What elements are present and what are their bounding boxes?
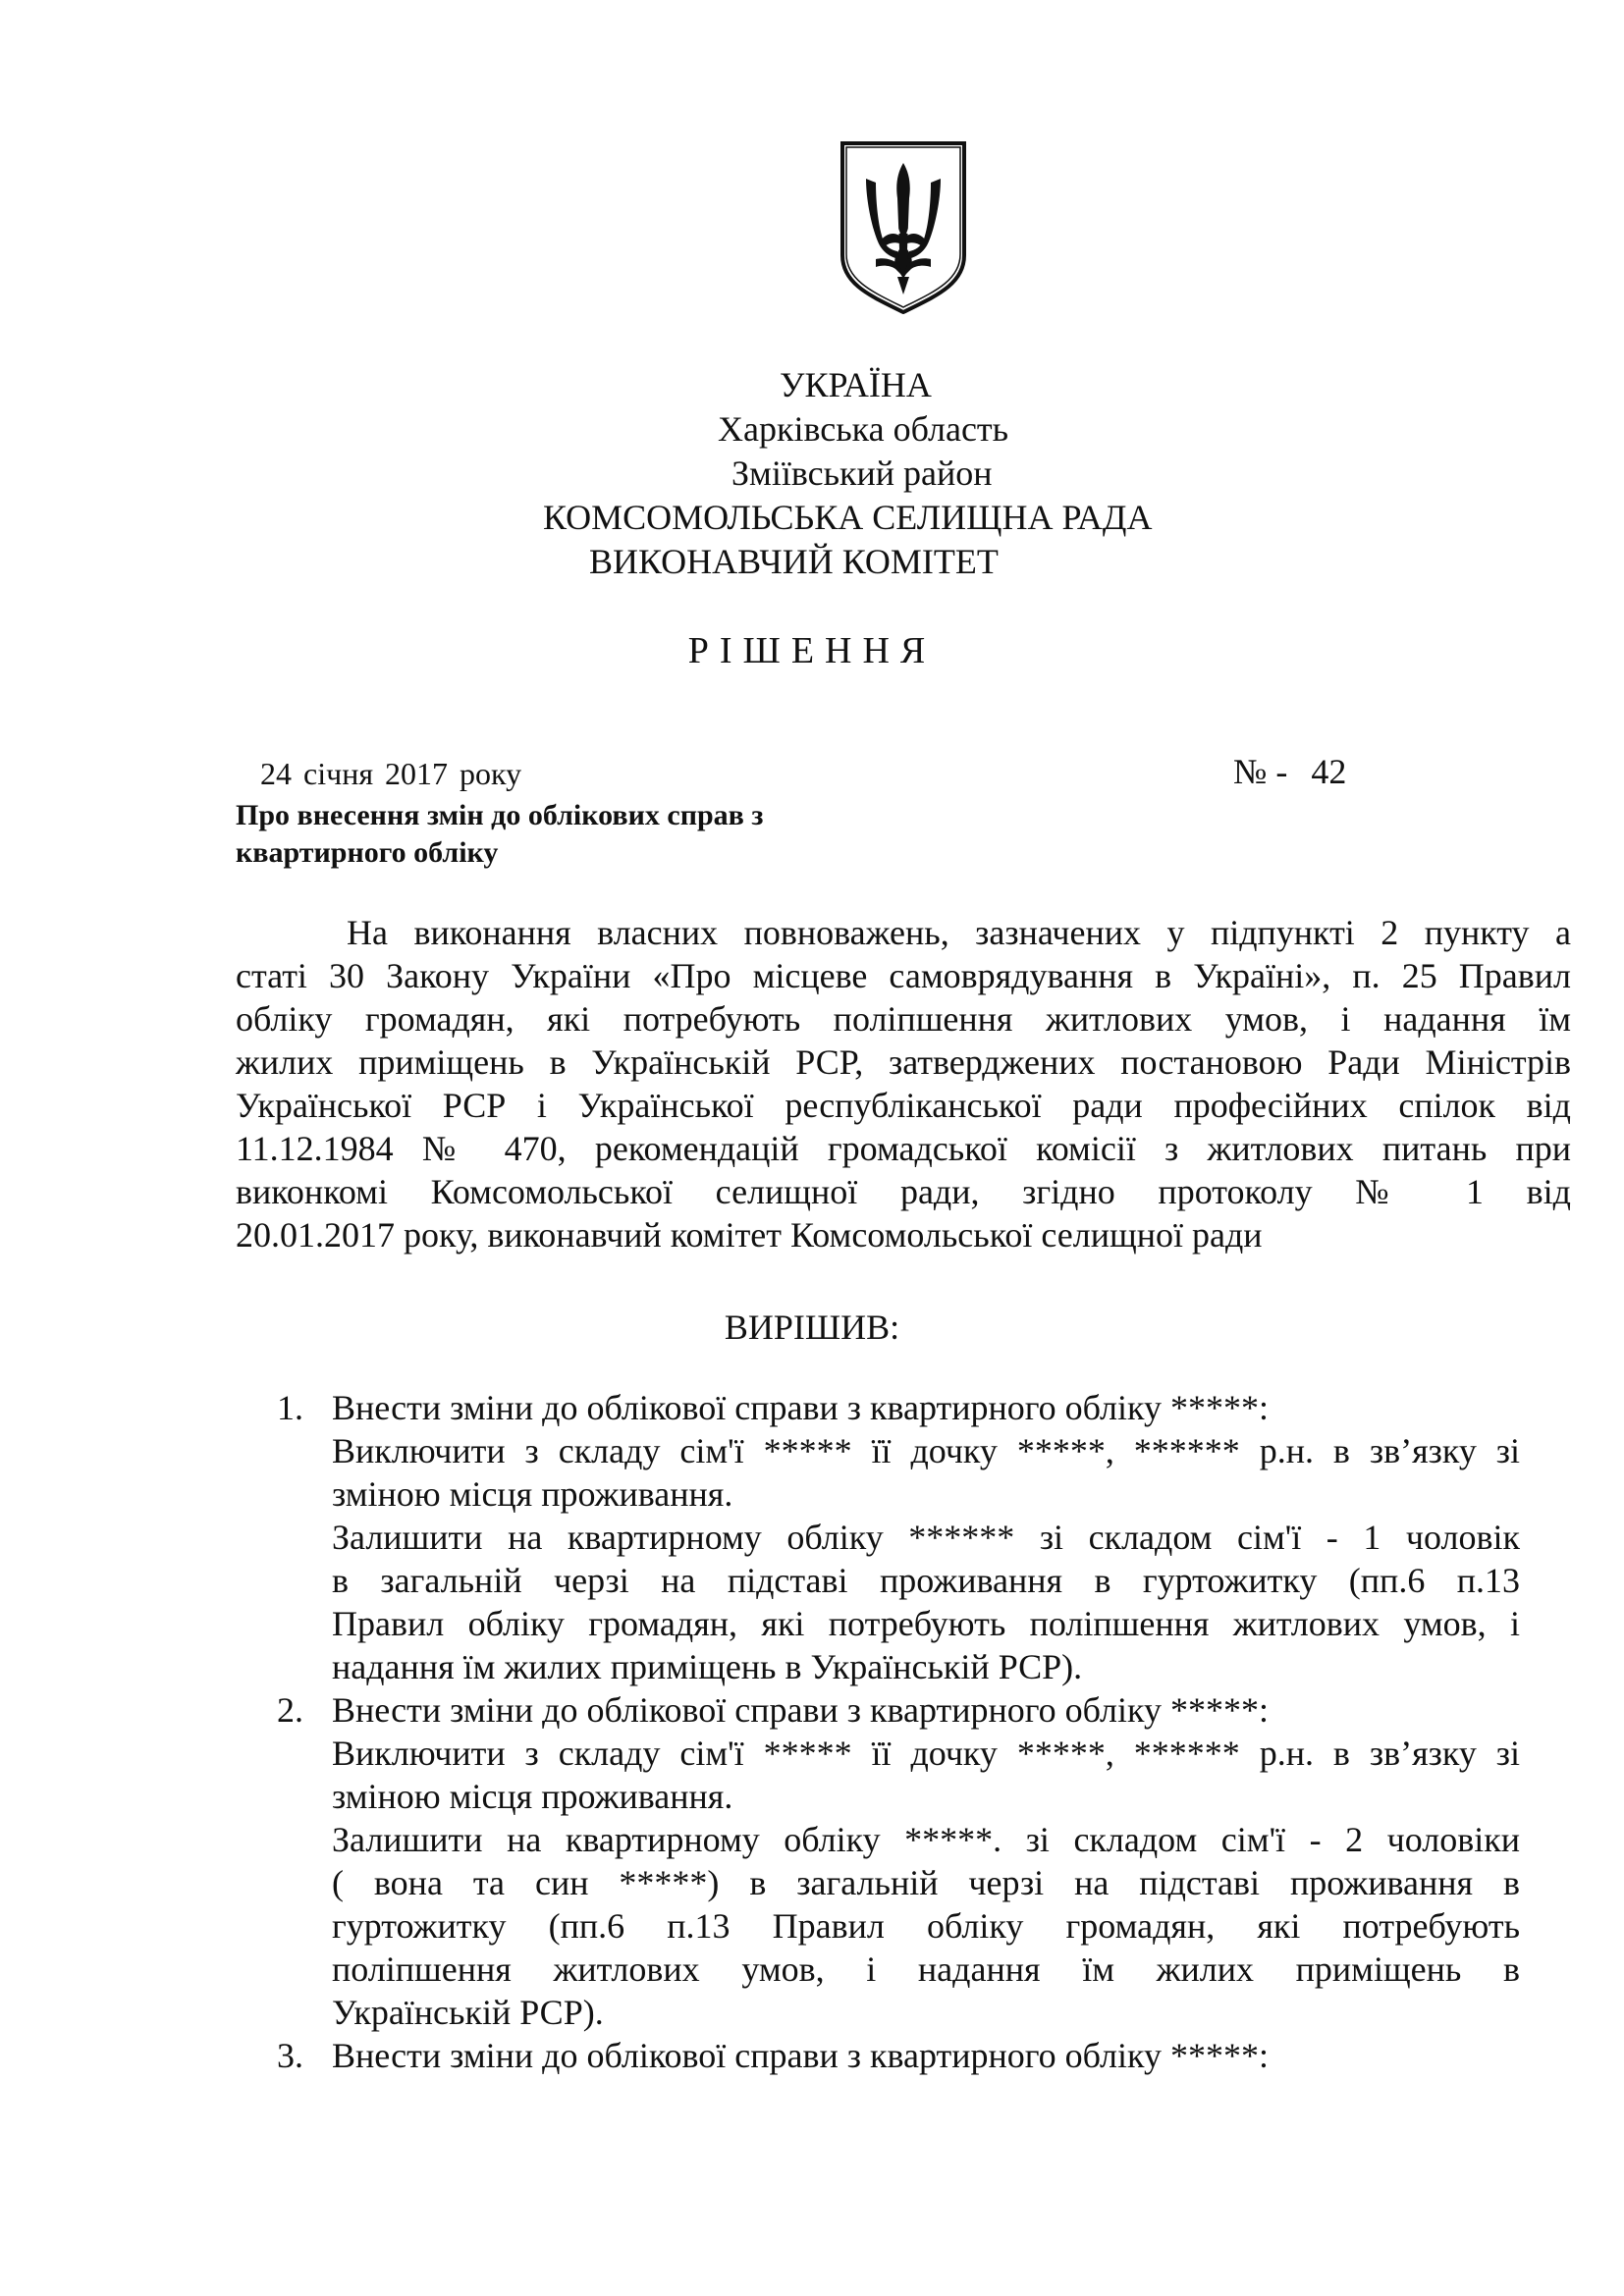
- item-line: Внести зміни до облікової справи з квартирного обліку *****:: [332, 1690, 1269, 1730]
- preamble-line: виконкомі Комсомольської селищної ради, згідно протоколу № 1 від: [236, 1172, 1571, 1211]
- item-line: ( вона та син *****) в загальній черзі на підставі проживання в: [332, 1863, 1520, 1902]
- preamble-line: Української РСР і Української республіканської ради професійних спілок від: [236, 1086, 1571, 1125]
- decision-item-3: [277, 2034, 1520, 2077]
- subject-line-2: квартирного обліку: [236, 836, 499, 869]
- preamble-line: обліку громадян, які потребують поліпшення житлових умов, і надання їм: [236, 999, 1571, 1039]
- item-line: зміною місця проживання.: [332, 1474, 733, 1514]
- item-line: зміною місця проживання.: [332, 1777, 733, 1816]
- header-district: Зміївський район: [731, 454, 993, 493]
- preamble-line: статі 30 Закону України «Про місцеве самоврядування в Україні», п. 25 Правил: [236, 956, 1571, 995]
- item-line: в загальній черзі на підставі проживання в гуртожитку (пп.6 п.13: [332, 1561, 1520, 1600]
- item-line: Виключити з складу сім'ї ***** її дочку *****, ****** р.н. в зв’язку зі: [332, 1431, 1520, 1470]
- document-date: 24 січня 2017 року: [260, 756, 522, 791]
- header-council: КОМСОМОЛЬСЬКА СЕЛИЩНА РАДА: [543, 498, 1153, 537]
- subject-line-1: Про внесення змін до облікових справ з: [236, 799, 764, 831]
- document-title: РІШЕННЯ: [687, 630, 937, 671]
- document-number: [1233, 750, 1346, 793]
- header-committee: ВИКОНАВЧИЙ КОМІТЕТ: [589, 542, 999, 581]
- item-line: гуртожитку (пп.6 п.13 Правил обліку громадян, які потребують: [332, 1906, 1520, 1946]
- item-line: Залишити на квартирному обліку *****. зі складом сім'ї - 2 чоловіки: [332, 1820, 1520, 1859]
- decided-heading: ВИРІШИВ:: [724, 1308, 900, 1347]
- item-number: 2.: [277, 1690, 303, 1730]
- item-number: 1.: [277, 1388, 303, 1427]
- preamble-line: 11.12.1984 № 470, рекомендацій громадської комісії з житлових питань при: [236, 1129, 1571, 1168]
- decision-list: [277, 1386, 1520, 2077]
- preamble-paragraph: [236, 911, 1571, 1256]
- coat-of-arms-trident-icon: [837, 139, 970, 314]
- item-line: Внести зміни до облікової справи з квартирного обліку *****:: [332, 2036, 1269, 2075]
- document-number-prefix: № -: [1233, 752, 1288, 791]
- item-line: Українській РСР).: [332, 1993, 604, 2032]
- document-subject: [236, 797, 763, 872]
- preamble-line: 20.01.2017 року, виконавчий комітет Комсомольської селищної ради: [236, 1215, 1263, 1255]
- item-line: надання їм жилих приміщень в Українській РСР).: [332, 1647, 1083, 1686]
- item-line: Внести зміни до облікової справи з квартирного обліку *****:: [332, 1388, 1269, 1427]
- decision-item-1: [277, 1386, 1520, 1688]
- decision-item-2: [277, 1688, 1520, 2034]
- item-line: Виключити з складу сім'ї ***** її дочку *****, ****** р.н. в зв’язку зі: [332, 1734, 1520, 1773]
- item-line: Правил обліку громадян, які потребують поліпшення житлових умов, і: [332, 1604, 1520, 1643]
- preamble-line: На виконання власних повноважень, зазначених у підпункті 2 пункту а: [347, 913, 1571, 952]
- document-number-value: 42: [1311, 752, 1347, 791]
- item-line: Залишити на квартирному обліку ****** зі складом сім'ї - 1 чоловік: [332, 1518, 1520, 1557]
- header-region: Харківська область: [718, 409, 1009, 449]
- preamble-line: жилих приміщень в Українській РСР, затверджених постановою Ради Міністрів: [236, 1042, 1571, 1082]
- header-country: УКРАЇНА: [780, 365, 932, 404]
- item-line: поліпшення житлових умов, і надання їм жилих приміщень в: [332, 1949, 1520, 1989]
- item-number: 3.: [277, 2036, 303, 2075]
